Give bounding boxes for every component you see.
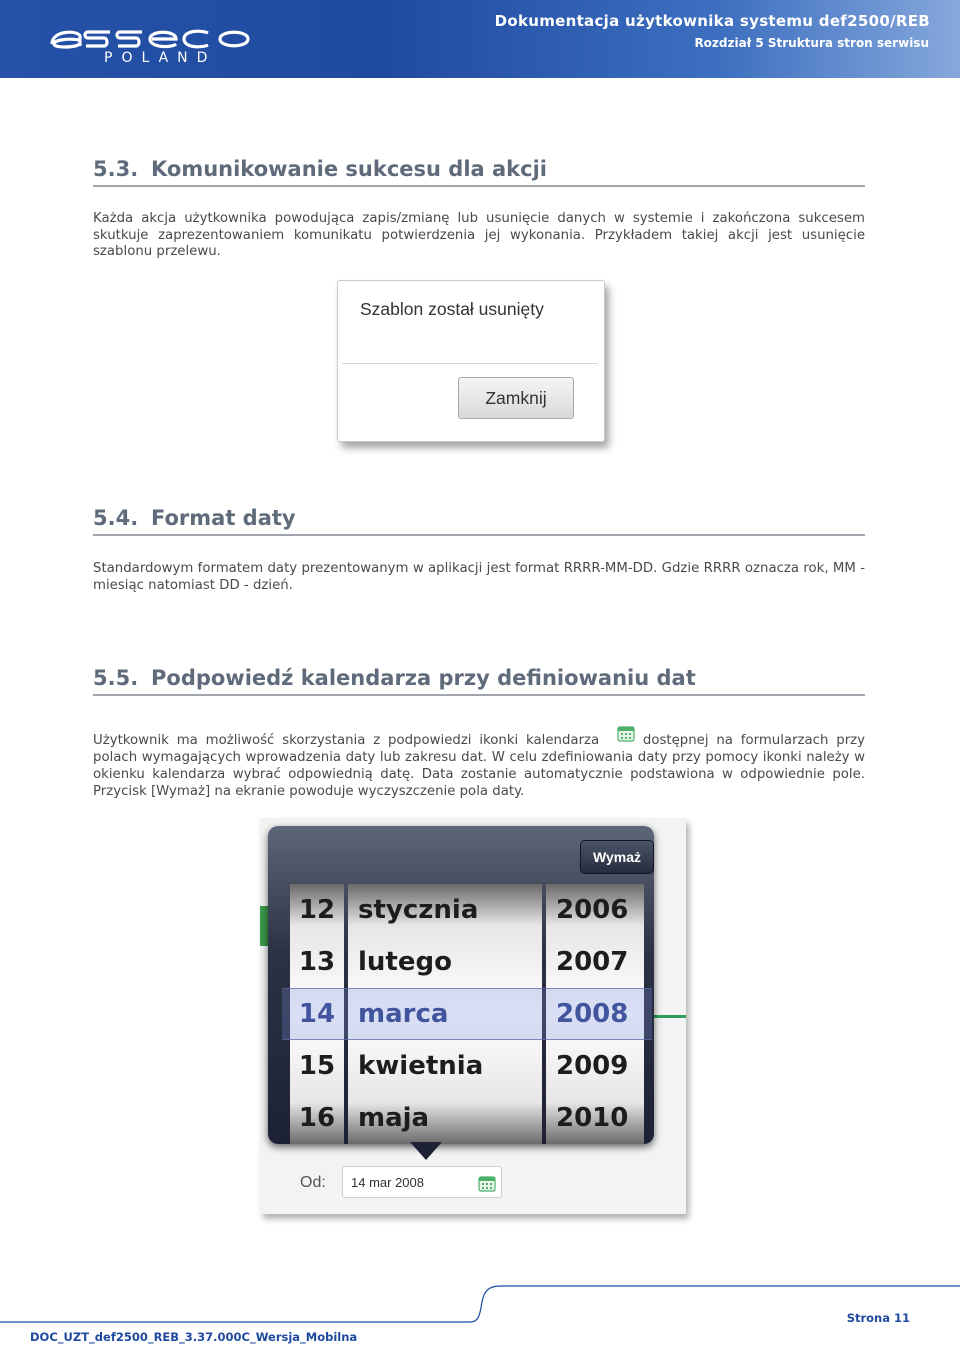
date-field-label: Od:	[300, 1174, 326, 1191]
section-number: 5.4.	[93, 506, 139, 530]
green-accent	[260, 906, 268, 946]
section-title: Podpowiedź kalendarza przy definiowaniu dat	[151, 666, 696, 690]
month-option[interactable]: stycznia	[358, 895, 479, 925]
logo-subtitle: POLAND	[104, 50, 217, 66]
section-text-5-4: Standardowym formatem daty prezentowanym w aplikacji jest format RRRR-MM-DD. Gdzie RRRR oznacza rok, MM - miesiąc natomiast DD - dzień.	[93, 561, 865, 593]
chapter-title: Rozdział 5 Struktura stron serwisu	[694, 36, 929, 50]
day-option[interactable]: 16	[298, 1103, 336, 1133]
month-option[interactable]: kwietnia	[358, 1051, 484, 1081]
document-title: Dokumentacja użytkownika systemu def2500/REB	[494, 12, 930, 30]
dialog-divider	[342, 363, 598, 364]
day-option-selected[interactable]: 14	[298, 999, 336, 1029]
selection-highlight	[282, 988, 652, 1040]
section-number: 5.3.	[93, 157, 139, 181]
footer-divider	[0, 1276, 960, 1336]
section-number: 5.5.	[93, 666, 139, 690]
section-text-5-5	[93, 732, 865, 800]
page-number: Strona 11	[846, 1311, 910, 1325]
day-option[interactable]: 12	[298, 895, 336, 925]
page-header	[0, 0, 960, 78]
popover-arrow	[410, 1142, 442, 1160]
date-picker-popover	[268, 826, 654, 1144]
text-before-icon: Użytkownik ma możliwość skorzystania z podpowiedzi ikonki kalendarza	[93, 733, 600, 748]
section-heading-5-5	[93, 666, 865, 696]
date-picker-screenshot	[260, 818, 686, 1214]
clear-button[interactable]: Wymaż	[580, 840, 654, 874]
success-dialog	[337, 280, 605, 442]
section-heading-5-3	[93, 157, 865, 187]
close-button[interactable]: Zamknij	[458, 377, 574, 419]
section-heading-5-4	[93, 506, 865, 536]
year-option[interactable]: 2007	[556, 947, 629, 977]
month-option[interactable]: lutego	[358, 947, 452, 977]
section-title: Format daty	[151, 506, 296, 530]
day-option[interactable]: 15	[298, 1051, 336, 1081]
date-from-input[interactable]: 14 mar 2008	[342, 1166, 502, 1198]
asseco-logo	[48, 20, 262, 50]
dialog-message: Szablon został usunięty	[360, 299, 544, 319]
calendar-icon	[617, 724, 635, 742]
day-option[interactable]: 13	[298, 947, 336, 977]
calendar-icon[interactable]	[478, 1174, 496, 1192]
section-text-5-3: Każda akcja użytkownika powodująca zapis/zmianę lub usunięcie danych w systemie i zakończona sukcesem skutkuje zaprezentowaniem komunikatu potwierdzenia jej wykonania. Przykładem takiej akcji jest usunięcie szablonu przelewu.	[93, 211, 865, 259]
section-title: Komunikowanie sukcesu dla akcji	[151, 157, 547, 181]
year-option[interactable]: 2006	[556, 895, 629, 925]
year-option[interactable]: 2010	[556, 1103, 629, 1133]
document-code: DOC_UZT_def2500_REB_3.37.000C_Wersja_Mobilna	[30, 1330, 358, 1344]
year-option[interactable]: 2009	[556, 1051, 629, 1081]
month-option[interactable]: maja	[358, 1103, 430, 1133]
month-option-selected[interactable]: marca	[358, 999, 449, 1029]
year-option-selected[interactable]: 2008	[556, 999, 629, 1029]
text-after-icon: dostępnej na formularzach przy polach wymagających wprowadzenia daty lub zakresu dat. W celu zdefiniowania daty przy pomocy ikonki należy w okienku kalendarza wybrać odpowiednią datę. Data zostanie automatycznie podstawiona w odpowiednie pole. Przycisk [Wymaż] na ekranie powoduje wyczyszczenie pola daty.	[93, 733, 866, 799]
success-dialog-screenshot	[333, 278, 611, 456]
